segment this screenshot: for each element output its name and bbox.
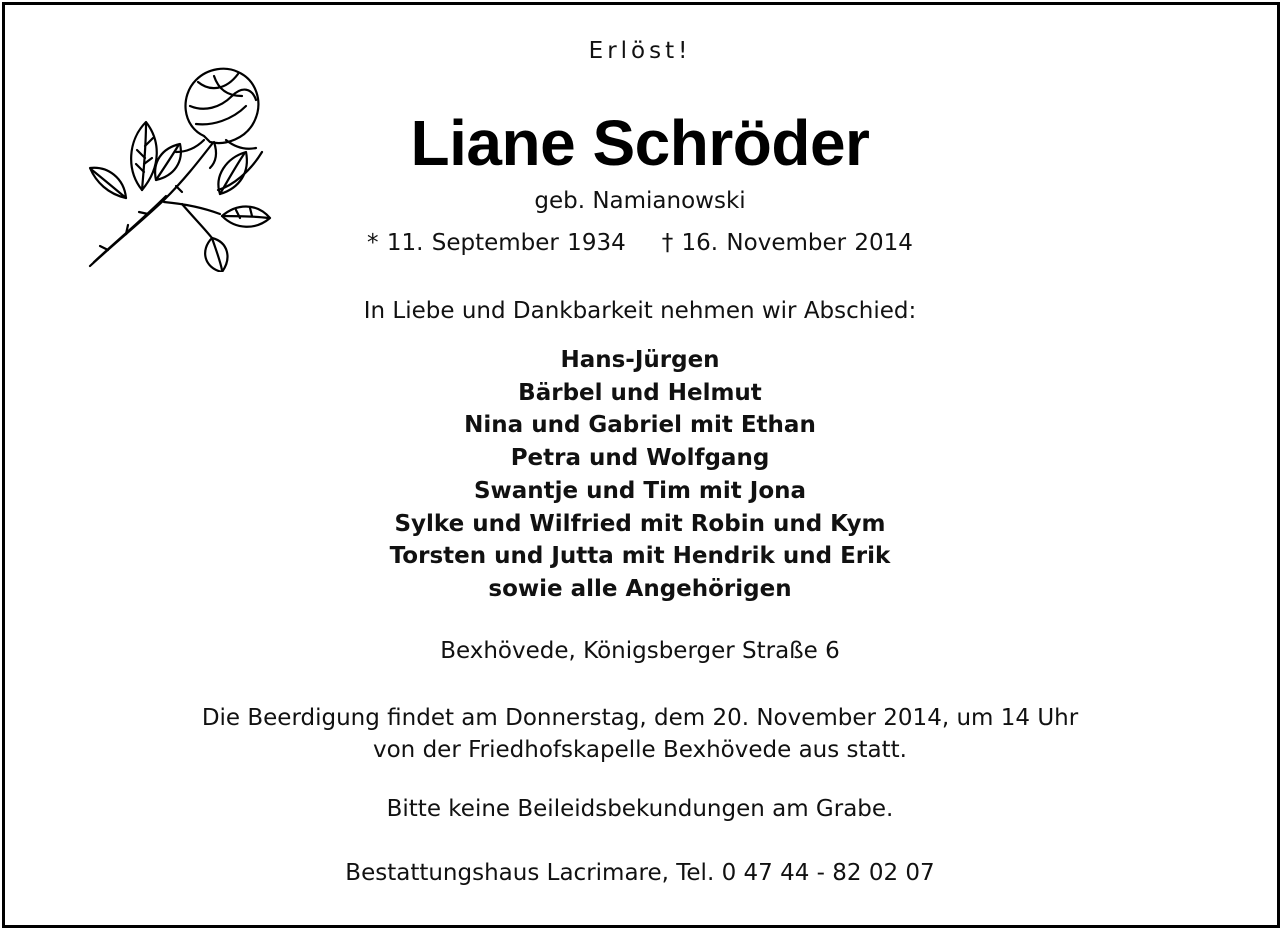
mourner-line: Torsten und Jutta mit Hendrik und Erik (389, 543, 891, 570)
mourner-line: sowie alle Angehörigen (488, 575, 792, 602)
funeral-line: von der Friedhofskapelle Bexhövede aus statt. (373, 737, 907, 763)
life-dates (0, 230, 1280, 256)
undertaker-contact: Bestattungshaus Lacrimare, Tel. 0 47 44 - 82 02 07 (345, 860, 935, 886)
headline: Erlöst! (588, 38, 692, 64)
condolence-note: Bitte keine Beileidsbekundungen am Grabe. (386, 796, 894, 822)
funeral-line: Die Beerdigung findet am Donnerstag, dem 20. November 2014, um 14 Uhr (201, 705, 1079, 731)
mourner-line: Hans-Jürgen (560, 347, 720, 373)
mourner-line: Petra und Wolfgang (510, 445, 770, 472)
mourner-line: Bärbel und Helmut (518, 379, 762, 406)
deceased-name: Liane Schröder (410, 107, 870, 179)
birth-date: * 11. September 1934 (367, 230, 626, 256)
funeral-info (0, 702, 1280, 766)
mourners-list (0, 344, 1280, 606)
farewell-intro: In Liebe und Dankbarkeit nehmen wir Abschied: (363, 298, 917, 324)
mourner-line: Swantje und Tim mit Jona (473, 477, 807, 504)
death-date: † 16. November 2014 (661, 230, 913, 256)
birth-name: geb. Namianowski (534, 188, 746, 214)
address: Bexhövede, Königsberger Straße 6 (440, 638, 840, 664)
mourner-line: Sylke und Wilfried mit Robin und Kym (394, 510, 886, 537)
mourner-line: Nina und Gabriel mit Ethan (464, 412, 816, 439)
